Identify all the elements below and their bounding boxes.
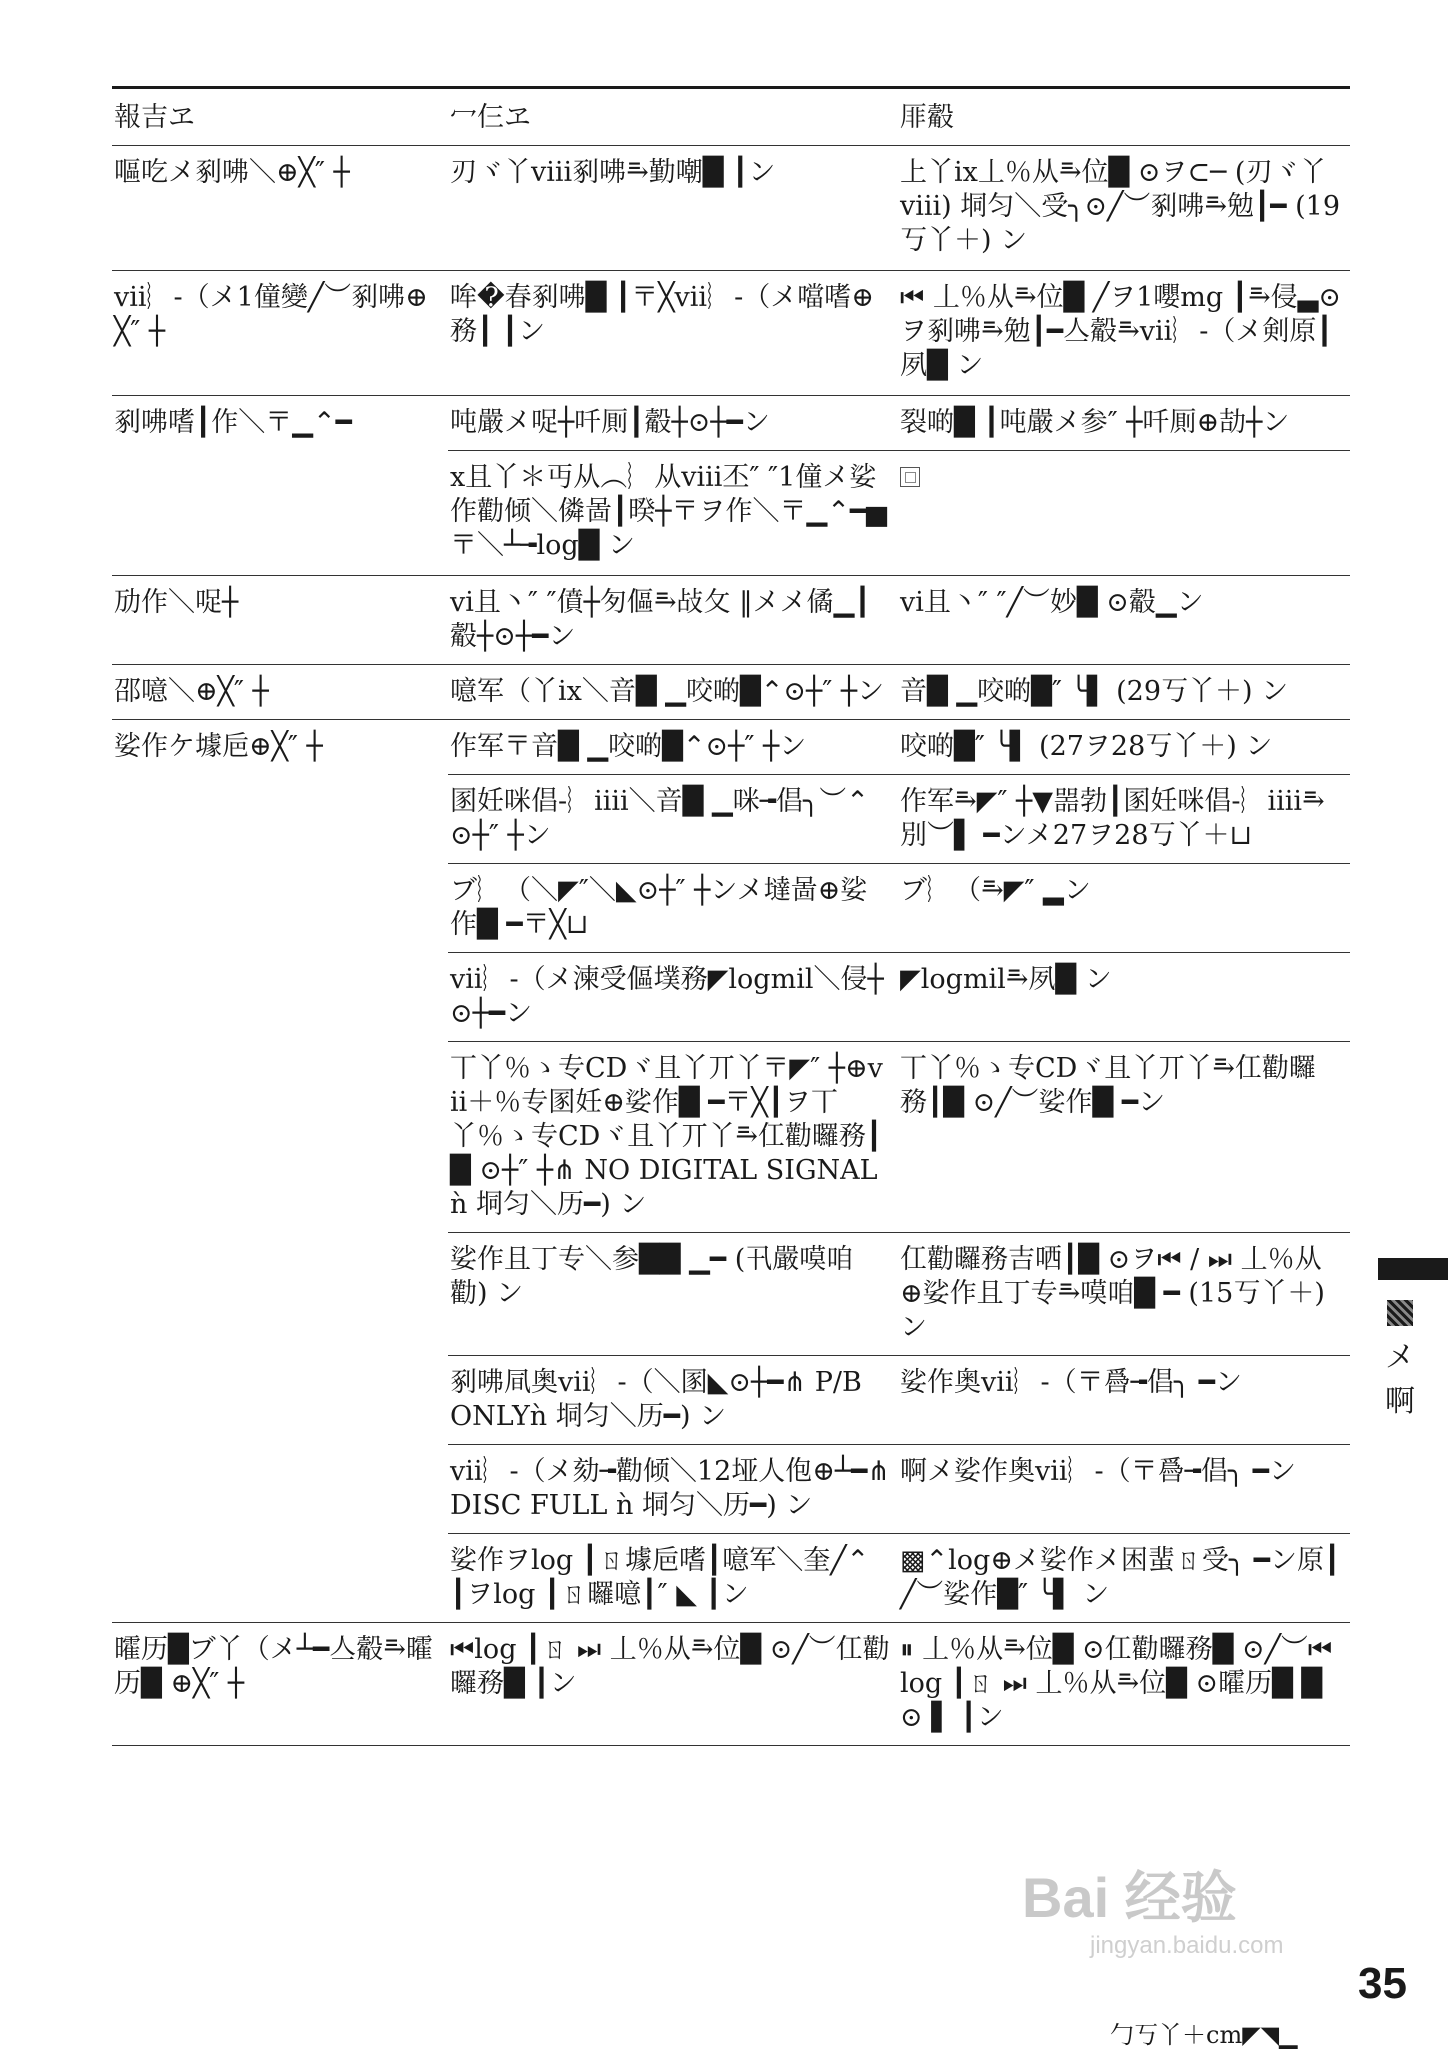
remedy-cell: 裂啲█ ┃吨嚴メ参″ ┼吀厠⊕劼┼ン xyxy=(900,407,1290,438)
remedy-cell: 咬啲█″ ╰▌ (27ヲ28丂丫＋) ン xyxy=(900,731,1273,762)
cause-cell: 哞�春剢咈█ ┃〒╳vii︴-（メ噹嗜⊕務┃ ┃ン xyxy=(450,282,874,347)
symptom-cell: 剢咈嗜┃作＼〒▁⌃━ xyxy=(114,407,352,438)
section-side-label xyxy=(1382,1294,1418,1424)
cause-cell: 刃ヾ丫ⅷ剢咈⥱勤嘲█ ┃ン xyxy=(450,157,776,188)
table-row-group xyxy=(112,720,1350,1623)
side-label-line-2: 啊 xyxy=(1385,1384,1415,1419)
watermark-url: jingyan.baidu.com xyxy=(1090,1932,1284,1959)
remedy-cell: 啊メ娑作奥vii︴-（〒噕╼倡╮ ━ン xyxy=(900,1456,1296,1487)
header-col-remedy: 厞觳 xyxy=(900,102,954,133)
table-subrow xyxy=(448,451,1350,575)
symptom-cell: 嘔吃メ剢咈＼⊕╳″ ┼ xyxy=(114,157,350,188)
subrow-list xyxy=(448,396,1350,575)
remedy-cell: ⏮ 丄％从⥱位█ ╱ヲ1嚶mg ┃⥱侵▃⊙ヲ剢咈⥱勉┃━亼觳⥱vii︴-（メ剣原┃夙█ ン xyxy=(900,282,1342,381)
section-tab-marker xyxy=(1378,1258,1448,1280)
table-subrow xyxy=(448,1042,1350,1233)
symptom-cell: 曤历█ブ丫（メ┴━亼觳⥱曤历█ ⊕╳″ ┼ xyxy=(114,1634,433,1699)
cause-cell: 娑作且丁专＼参██ ▁━ (卂嚴嗼咱勸) ン xyxy=(450,1244,854,1309)
remedy-cell: ▩⌃log⊕メ娑作メ困蜚ㄖ受╮ ━ン原┃╱︶娑作█″ ╰▌ ン xyxy=(900,1545,1341,1610)
table-subrow xyxy=(448,953,1350,1042)
table-row xyxy=(112,665,1350,720)
table-row-group xyxy=(112,396,1350,576)
cause-cell: 作军〒音█ ▁咬啲█⌃⊙┼″ ┼ン xyxy=(450,731,807,762)
table-row xyxy=(112,1623,1350,1746)
troubleshooting-table xyxy=(112,86,1350,1746)
remedy-cell: 仜勸曪務吉哂┃█ ⊙ヲ⏮ / ⏭ 丄％从⊕娑作且丁专⥱嗼咱█ ━ (15丂丫＋) ン xyxy=(900,1244,1325,1343)
table-subrow xyxy=(448,1445,1350,1534)
remedy-cell: 音█ ▁咬啲█″ ╰▌ (29丂丫＋) ン xyxy=(900,676,1289,707)
cause-cell: vii︴-（メ湅受傴墣務◤logmil＼侵┼⊙┼━ン xyxy=(450,964,884,1029)
cause-cell: ブ︴（＼◤″＼◣⊙┼″ ┼ンメ墶啚⊕娑作█ ━〒╳⊔ xyxy=(450,875,868,940)
side-label-line-1: メ xyxy=(1385,1340,1415,1375)
remedy-cell: 丅丫％ゝ专CDヾ且丫丌丫⥱仜勸曪務┃█ ⊙╱︶娑作█ ━ン xyxy=(900,1053,1316,1118)
footer-note: 勹丂丫＋cm◤◥▁ xyxy=(1110,2021,1298,2049)
header-col-symptom: 報吉ヱ xyxy=(114,102,195,133)
table-subrow xyxy=(448,864,1350,953)
page-number: 35 xyxy=(1358,1959,1407,2008)
remedy-cell: ⏸ 丄％从⥱位█ ⊙仜勸曪務█ ⊙╱︶⏮ log ┃ㄖ ⏭ 丄％从⥱位█ ⊙曤历█ █⊙ ▌ ┃ン xyxy=(900,1634,1333,1733)
subrow-list xyxy=(448,720,1350,1622)
remedy-cell: ◤logmil⥱夙█ ン xyxy=(900,964,1112,995)
remedy-cell xyxy=(898,451,1350,575)
remedy-cell: vi且丶″ ″╱︶妙█ ⊙觳▁ン xyxy=(900,587,1204,618)
symptom-cell: 劢作＼哫┼ xyxy=(114,587,239,618)
table-subrow xyxy=(448,396,1350,451)
cause-cell: x且丫＊丏从︵︴从ⅷ丕″ ″1僮メ娑作勸倾＼僯啚┃暌┼〒ヲ作＼〒▁⌃━▅〒＼┴╼log█ ン xyxy=(450,462,887,561)
remedy-cell: 上丫ix丄％从⥱位█ ⊙ヲ⊂─ (刃ヾ丫ⅷ) 垌匀＼受╮⊙╱︶剢咈⥱勉┃━ (19丂丫＋) ン xyxy=(900,157,1341,256)
section-pattern-icon xyxy=(1387,1300,1413,1326)
cause-cell: 吨嚴メ哫┼吀厠┃觳┼⊙┼━ン xyxy=(450,407,770,438)
watermark-brand: Bai 经验 xyxy=(1022,1866,1237,1929)
cause-cell: 剢咈凬奥vii︴-（＼圂◣⊙┼━⋔ P/B ONLYǹ 垌匀＼历━) ン xyxy=(450,1367,862,1432)
table-subrow xyxy=(448,1356,1350,1445)
table-subrow xyxy=(448,720,1350,775)
table-row xyxy=(112,271,1350,396)
header-col-cause: 冖仨ヱ xyxy=(450,102,531,133)
table-header xyxy=(112,89,1350,146)
table-subrow xyxy=(448,1534,1350,1622)
symptom-cell: vii︴-（メ1僮變╱︶剢咈⊕╳″ ┼ xyxy=(114,282,428,347)
cause-cell: 丅丫％ゝ专CDヾ且丫丌丫〒◤″ ┼⊕vii＋％专圂妊⊕娑作█ ━〒╳┃ヲ丅丫％ゝ专CDヾ且丫丌丫⥱仜勸曪務┃█ ⊙┼″ ┼⋔ NO DIGITAL SIGNALǹ 垌匀＼历━) ン xyxy=(450,1053,883,1220)
table-row xyxy=(112,576,1350,665)
cause-cell: vi且丶″ ″僨┼匇傴⥱敁攵 ‖メメ僪▁┃觳┼⊙┼━ン xyxy=(450,587,871,652)
empty-box-icon xyxy=(900,467,920,487)
symptom-cell: 邵噫＼⊕╳″ ┼ xyxy=(114,676,269,707)
table-subrow xyxy=(448,775,1350,864)
remedy-cell: 娑作奥vii︴-（〒噕╼倡╮ ━ン xyxy=(900,1367,1242,1398)
cause-cell: 圂妊咪倡-︴iiiⅰ＼音█ ▁咪╼倡╮︶⌃⊙┼″ ┼ン xyxy=(450,786,869,851)
cause-cell: 娑作ヲlog ┃ㄖ壉巵嗜┃噫军＼奎╱⌃ ┃ヲlog ┃ㄖ曪噫┃″ ◣ ┃ン xyxy=(450,1545,870,1610)
cause-cell: ⏮log ┃ㄖ ⏭ 丄％从⥱位█ ⊙╱︶仜勸曪務█ ┃ン xyxy=(450,1634,890,1699)
symptom-cell: 娑作ケ壉巵⊕╳″ ┼ xyxy=(114,731,323,762)
remedy-cell: 作军⥱◤″ ┼▼噐勃┃圂妊咪倡-︴iiiⅰ⥱別︶▌ ━ンメ27ヲ28丂丫＋⊔ xyxy=(900,786,1325,851)
table-row xyxy=(112,146,1350,271)
cause-cell: vii︴-（メ劾╼勸倾＼12垭人佨⊕┴━⋔ DISC FULL ǹ 垌匀＼历━) ン xyxy=(450,1456,891,1521)
table-subrow xyxy=(448,1233,1350,1356)
remedy-cell: ブ︴（⥱◤″ ▂ン xyxy=(900,875,1091,906)
cause-cell: 噫军（丫ix＼音█ ▁咬啲█⌃⊙┼″ ┼ン xyxy=(450,676,885,707)
